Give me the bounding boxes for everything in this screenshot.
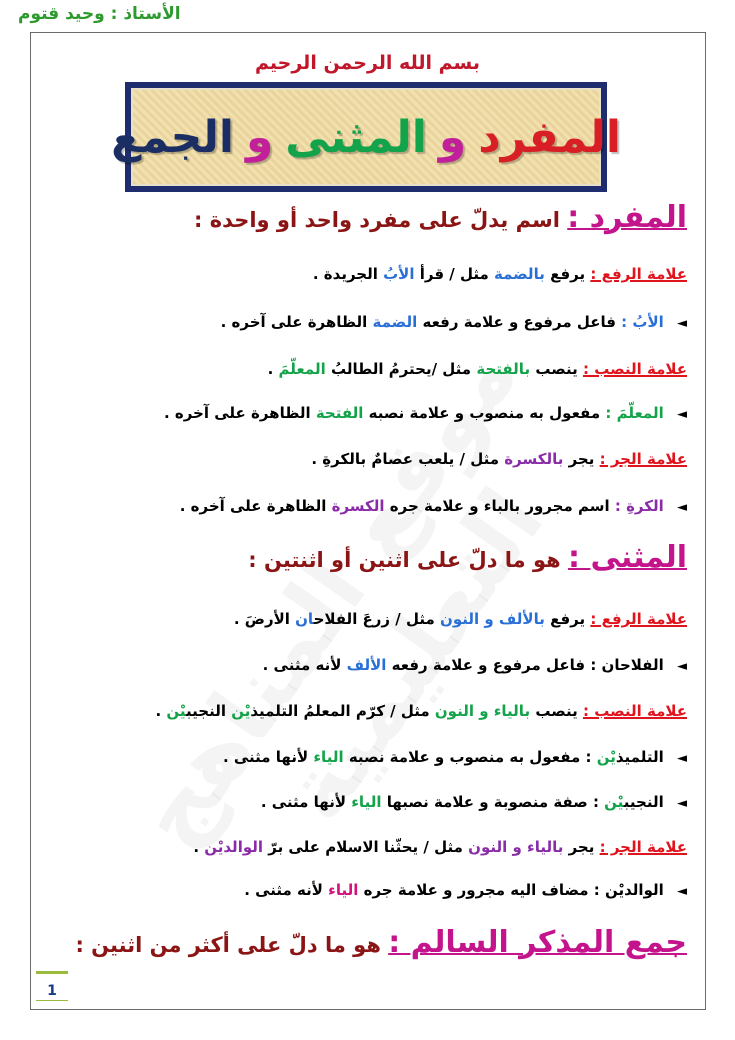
rule-example-word: الوالديْن [204, 838, 264, 856]
rule-mark: الكسرة [504, 450, 558, 468]
explain-text: : مفعول به منصوب و علامة نصبه [348, 748, 592, 766]
rule-mark: الضمة [494, 265, 540, 283]
jarr-label: علامة الجر : [599, 450, 687, 468]
rule-text: يرفع [550, 265, 586, 283]
rule-example-end: . [267, 360, 274, 378]
bullet-arrow-icon: ◄ [677, 659, 687, 674]
explain-suffix: يْن [604, 793, 624, 811]
rule-example-text: مثل / قرأ [419, 265, 489, 283]
singular-jarr-explanation [40, 497, 687, 515]
rule-prefix: ب [539, 610, 545, 628]
singular-heading-line [40, 200, 687, 235]
rule-text: ينصب [535, 702, 578, 720]
singular-raf-explanation [40, 313, 687, 331]
explain-text: مفعول به منصوب و علامة نصبه [368, 404, 601, 422]
singular-raf-rule [40, 265, 687, 283]
basmala: بسم الله الرحمن الرحيم [255, 52, 480, 74]
rule-example-end: الجريدة . [312, 265, 378, 283]
singular-jarr-rule [40, 450, 687, 468]
rule-mark: الياء و النون [468, 838, 558, 856]
rule-mark: الفتحة [476, 360, 525, 378]
dual-heading: المثنى : [568, 540, 687, 575]
bullet-arrow-icon: ◄ [677, 500, 687, 515]
title-box [111, 82, 621, 192]
rule-example-word: المعلّمَ [278, 360, 326, 378]
dual-nasb-rule [40, 702, 687, 720]
rule-example-text: مثل / يلعب عصامٌ بالكرةِ . [311, 450, 500, 468]
title-dual: المثنى [285, 111, 427, 163]
raf-label: علامة الرفع : [590, 265, 687, 283]
rule-text: يرفع [550, 610, 586, 628]
explain-mark: الفتحة [315, 404, 364, 422]
dual-jarr-rule [40, 838, 687, 856]
rule-mark: الياء و النون [434, 702, 525, 720]
rule-example-suffix: يْن [231, 702, 251, 720]
page-number-bar [36, 971, 68, 974]
rule-mark: الألف و النون [440, 610, 540, 628]
explain-end: لأنها مثنى . [260, 793, 347, 811]
rule-example-text: مثل / كرّم المعلمُ التلميذ [250, 702, 430, 720]
rule-example-end: . [155, 702, 162, 720]
explain-end: الظاهرة على آخره . [179, 497, 327, 515]
rule-prefix: ب [524, 360, 531, 378]
explain-mark: الضمة [372, 313, 418, 331]
rule-example-text-2: النجيب [186, 702, 226, 720]
dual-nasb-explanation-1 [40, 748, 687, 766]
bullet-arrow-icon: ◄ [677, 316, 687, 331]
singular-nasb-rule [40, 360, 687, 378]
jarr-label: علامة الجر : [599, 838, 687, 856]
title-singular: المفرد [478, 111, 621, 163]
title-conjunction-2: و [245, 111, 274, 163]
explain-end: لأنه مثنى . [262, 656, 342, 674]
rule-prefix: ب [524, 702, 531, 720]
bullet-arrow-icon: ◄ [677, 751, 687, 766]
author-name: الأستاذ : وحيد قتوم [18, 4, 181, 24]
singular-heading: المفرد : [567, 200, 687, 235]
explain-end: الظاهرة على آخره . [220, 313, 368, 331]
explain-word: النجيب [623, 793, 664, 811]
explain-mark: الياء [328, 881, 359, 899]
rule-prefix: ب [557, 838, 564, 856]
nasb-label: علامة النصب : [582, 702, 687, 720]
explain-end: الظاهرة على آخره . [163, 404, 311, 422]
explain-end: لأنها مثنى . [222, 748, 309, 766]
explain-suffix: يْن [596, 748, 616, 766]
explain-word: المعلّمَ : [605, 404, 664, 422]
rule-example-text: مثل / زرعَ الفلاح [313, 610, 435, 628]
singular-definition: اسم يدلّ على مفرد واحد أو واحدة : [193, 208, 560, 232]
rule-example-text: مثل /يحترمُ الطالبُ [330, 360, 472, 378]
plural-definition: هو ما دلّ على أكثر من اثنين : [75, 933, 381, 957]
bullet-arrow-icon: ◄ [677, 407, 687, 422]
dual-raf-explanation [40, 656, 687, 674]
explain-mark: الكسرة [331, 497, 385, 515]
dual-jarr-explanation [40, 881, 687, 899]
rule-prefix: ب [557, 450, 564, 468]
rule-example-end: الأرضَ . [233, 610, 290, 628]
rule-text: ينصب [535, 360, 578, 378]
title-conjunction-1: و [438, 111, 467, 163]
rule-prefix: ب [539, 265, 545, 283]
dual-raf-rule [40, 610, 687, 628]
explain-word: الأبُ : [621, 313, 664, 331]
explain-mark: الياء [351, 793, 382, 811]
explain-text: : صفة منصوبة و علامة نصبها [386, 793, 599, 811]
rule-example-suffix-2: يْن [166, 702, 187, 720]
explain-text: فاعل مرفوع و علامة رفعه [422, 313, 616, 331]
singular-nasb-explanation [40, 404, 687, 422]
rule-example-text: مثل / يحثّنا الاسلام على برّ [268, 838, 463, 856]
rule-example-word: الأبُ [383, 265, 415, 283]
explain-word: التلميذ [615, 748, 664, 766]
explain-text: الوالديْن : مضاف اليه مجرور و علامة جره [363, 881, 664, 899]
explain-mark: الياء [313, 748, 344, 766]
explain-end: لأنه مثنى . [244, 881, 323, 899]
page-number-underline [36, 1000, 68, 1001]
dual-heading-line [40, 540, 687, 575]
raf-label: علامة الرفع : [590, 610, 687, 628]
rule-example-end: . [193, 838, 200, 856]
nasb-label: علامة النصب : [582, 360, 687, 378]
explain-text: الفلاحان : فاعل مرفوع و علامة رفعه [391, 656, 664, 674]
plural-heading-line [40, 925, 687, 960]
title-plural: الجمع [111, 111, 234, 163]
explain-text: اسم مجرور بالباء و علامة جره [389, 497, 610, 515]
dual-definition: هو ما دلّ على اثنين أو اثنتين : [248, 548, 561, 572]
dual-nasb-explanation-2 [40, 793, 687, 811]
bullet-arrow-icon: ◄ [677, 884, 687, 899]
plural-heading: جمع المذكر السالم : [388, 925, 687, 960]
explain-word: الكرةِ : [614, 497, 664, 515]
rule-text: يجر [568, 450, 595, 468]
rule-text: يجر [568, 838, 595, 856]
rule-example-suffix: ان [295, 610, 314, 628]
bullet-arrow-icon: ◄ [677, 796, 687, 811]
explain-mark: الألف [346, 656, 387, 674]
page-number: 1 [47, 983, 57, 999]
